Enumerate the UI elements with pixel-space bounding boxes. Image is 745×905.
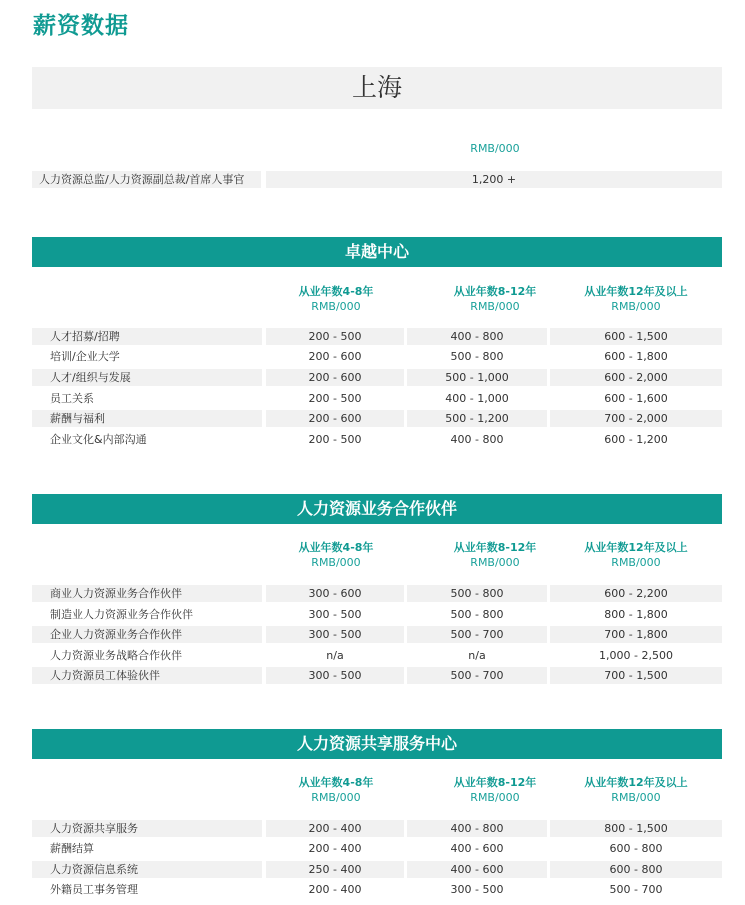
column-header: [550, 775, 722, 805]
table-row: [32, 348, 722, 365]
column-header: [266, 540, 406, 570]
salary-range-cell: 400 - 600: [407, 861, 547, 878]
salary-range-cell: 600 - 2,200: [550, 585, 722, 602]
salary-range-cell: 500 - 800: [450, 608, 504, 621]
salary-range-cell: 200 - 600: [266, 410, 404, 427]
column-unit-label: RMB/000: [311, 556, 361, 569]
column-header-label: 从业年数4-8年: [298, 541, 374, 554]
column-header-label: 从业年数12年及以上: [584, 285, 688, 298]
salary-range-cell: 800 - 1,500: [550, 820, 722, 837]
column-header-label: 从业年数8-12年: [453, 285, 537, 298]
table-row: [32, 861, 722, 878]
column-unit-label: RMB/000: [470, 791, 520, 804]
salary-range-cell: 700 - 1,800: [550, 626, 722, 643]
salary-range-cell: 300 - 500: [450, 883, 504, 896]
section-header: 卓越中心: [32, 237, 722, 267]
column-unit-label: RMB/000: [611, 791, 661, 804]
salary-range-cell: 700 - 2,000: [550, 410, 722, 427]
salary-range-cell: 200 - 400: [308, 883, 362, 896]
salary-range-cell: 300 - 500: [266, 667, 404, 684]
table-row: [32, 840, 722, 857]
salary-range-cell: 400 - 1,000: [445, 392, 509, 405]
salary-range-cell: 500 - 800: [407, 585, 547, 602]
row-label: 人力资源信息系统: [32, 861, 262, 878]
row-label: 外籍员工事务管理: [50, 883, 138, 896]
salary-range-cell: 600 - 1,200: [604, 433, 668, 446]
column-header-label: 从业年数12年及以上: [584, 776, 688, 789]
salary-range-cell: 300 - 500: [266, 626, 404, 643]
row-label: 人力资源总监/人力资源副总裁/首席人事官: [32, 171, 261, 188]
salary-range-cell: 200 - 600: [266, 369, 404, 386]
salary-range-cell: 250 - 400: [266, 861, 404, 878]
row-label: 人才招募/招聘: [32, 328, 262, 345]
column-header: [266, 284, 406, 314]
city-heading: 上海: [32, 67, 722, 109]
salary-range-cell: 600 - 1,500: [550, 328, 722, 345]
salary-range-cell: n/a: [326, 649, 344, 662]
row-label: 人力资源共享服务: [32, 820, 262, 837]
salary-range-cell: 200 - 400: [266, 820, 404, 837]
salary-range-cell: 200 - 500: [266, 328, 404, 345]
salary-range-cell: 400 - 800: [450, 433, 504, 446]
salary-range-cell: 200 - 500: [308, 392, 362, 405]
salary-range-cell: 1,000 - 2,500: [599, 649, 673, 662]
page-title: 薪资数据: [33, 13, 129, 39]
row-label: 企业人力资源业务合作伙伴: [32, 626, 262, 643]
section-header: 人力资源业务合作伙伴: [32, 494, 722, 524]
salary-range-cell: 600 - 1,800: [604, 350, 668, 363]
salary-range-cell: 700 - 1,500: [550, 667, 722, 684]
column-unit-label: RMB/000: [311, 791, 361, 804]
table-row: [32, 431, 722, 448]
salary-range-cell: 500 - 1,000: [407, 369, 547, 386]
table-row: [32, 390, 722, 407]
salary-range-cell: 500 - 700: [609, 883, 663, 896]
salary-range-cell: 500 - 700: [407, 667, 547, 684]
salary-range-cell: 200 - 600: [308, 350, 362, 363]
row-label: 商业人力资源业务合作伙伴: [32, 585, 262, 602]
table-row: [32, 585, 722, 602]
table-row: [32, 647, 722, 664]
column-header-label: 从业年数8-12年: [453, 776, 537, 789]
row-label: 薪酬与福利: [32, 410, 262, 427]
salary-range-cell: 400 - 800: [407, 328, 547, 345]
salary-range-cell: 600 - 800: [609, 842, 663, 855]
column-header-label: 从业年数12年及以上: [584, 541, 688, 554]
table-row: [32, 667, 722, 684]
column-unit-label: RMB/000: [611, 300, 661, 313]
row-label: 人才/组织与发展: [32, 369, 262, 386]
salary-range-cell: 300 - 500: [308, 608, 362, 621]
column-header-label: 从业年数4-8年: [298, 776, 374, 789]
salary-range-cell: 300 - 600: [266, 585, 404, 602]
salary-range-cell: 200 - 400: [308, 842, 362, 855]
salary-range-cell: 800 - 1,800: [604, 608, 668, 621]
column-header-label: 从业年数8-12年: [453, 541, 537, 554]
table-row: [32, 410, 722, 427]
table-row: [32, 171, 722, 188]
salary-range-cell: 400 - 600: [450, 842, 504, 855]
row-label: 员工关系: [50, 392, 94, 405]
salary-range-cell: 500 - 800: [450, 350, 504, 363]
section-header: 人力资源共享服务中心: [32, 729, 722, 759]
table-row: [32, 606, 722, 623]
table-row: [32, 881, 722, 898]
salary-range-cell: 500 - 1,200: [407, 410, 547, 427]
salary-range-cell: n/a: [468, 649, 486, 662]
column-unit-label: RMB/000: [611, 556, 661, 569]
column-unit-label: RMB/000: [470, 556, 520, 569]
table-row: [32, 369, 722, 386]
row-value: 1,200 +: [266, 171, 722, 188]
row-label: 人力资源业务战略合作伙伴: [50, 649, 182, 662]
column-unit-label: RMB/000: [470, 300, 520, 313]
unit-label: RMB/000: [470, 142, 520, 155]
row-label: 人力资源员工体验伙伴: [32, 667, 262, 684]
salary-range-cell: 500 - 700: [407, 626, 547, 643]
row-label: 制造业人力资源业务合作伙伴: [50, 608, 193, 621]
row-label: 培训/企业大学: [50, 350, 120, 363]
table-row: [32, 626, 722, 643]
table-row: [32, 820, 722, 837]
column-header-label: 从业年数4-8年: [298, 285, 374, 298]
table-row: [32, 328, 722, 345]
column-header: [550, 540, 722, 570]
column-unit-label: RMB/000: [311, 300, 361, 313]
row-label: 薪酬结算: [50, 842, 94, 855]
salary-range-cell: 400 - 800: [407, 820, 547, 837]
salary-range-cell: 600 - 1,600: [604, 392, 668, 405]
salary-range-cell: 600 - 2,000: [550, 369, 722, 386]
column-header: [550, 284, 722, 314]
salary-range-cell: 600 - 800: [550, 861, 722, 878]
row-label: 企业文化&内部沟通: [50, 433, 147, 446]
salary-range-cell: 200 - 500: [308, 433, 362, 446]
column-header: [266, 775, 406, 805]
